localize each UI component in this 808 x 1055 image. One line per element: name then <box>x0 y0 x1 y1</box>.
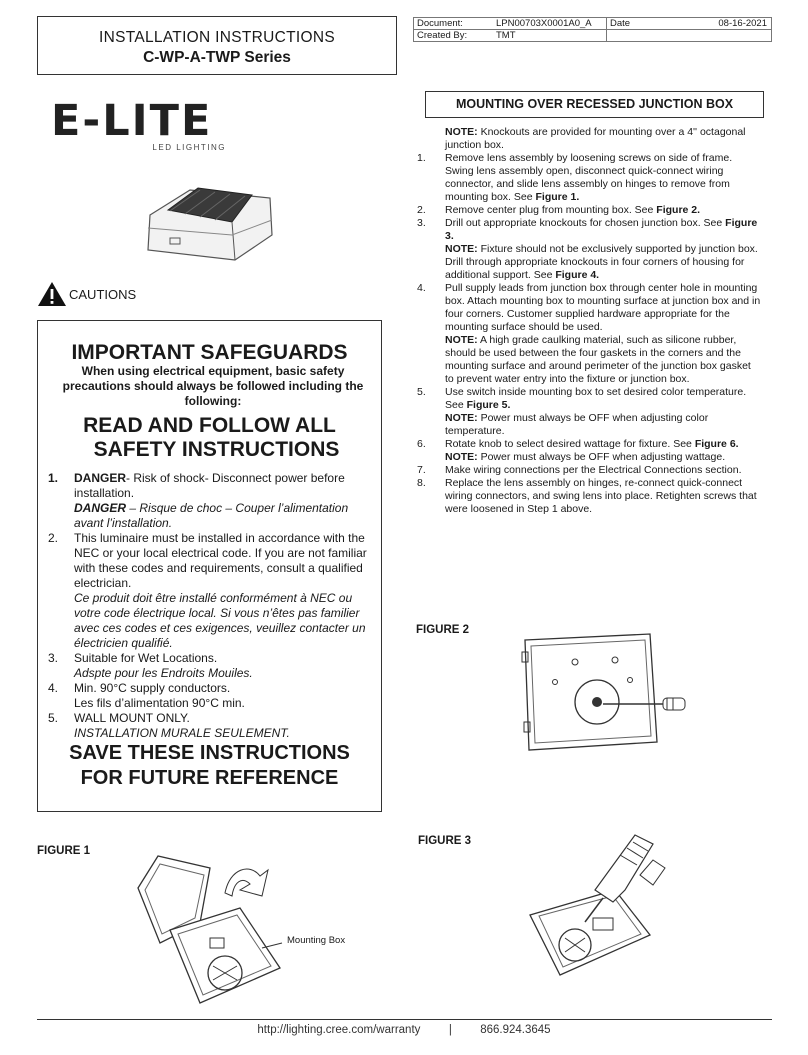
mounting-steps <box>417 126 762 516</box>
item-text-fr: INSTALLATION MURALE SEULEMENT. <box>74 726 290 740</box>
note-text: Power must always be OFF when adjusting color temperature. <box>445 412 709 437</box>
brand-name: E-LITE <box>51 96 213 146</box>
item-text-fr: Ce produit doit être installé conformément à NEC ou votre code électrique local. Si vous n’êtes pas familier avec ces codes et ces exigences, veuillez contacter un électricien qualifié. <box>74 591 366 650</box>
read-follow-line2: SAFETY INSTRUCTIONS <box>93 438 340 461</box>
item-number: 3. <box>48 651 59 665</box>
step-text: Remove center plug from mounting box. See <box>445 204 657 216</box>
list-item <box>417 438 762 464</box>
save-instructions-heading <box>38 741 381 791</box>
step-number: 2. <box>417 204 426 216</box>
step-number: 8. <box>417 477 426 489</box>
step-text: Drill out appropriate knockouts for chosen junction box. See <box>445 217 726 229</box>
list-item <box>48 711 373 741</box>
list-item <box>417 126 762 152</box>
item-text: WALL MOUNT ONLY. <box>74 711 190 725</box>
safeguards-intro: When using electrical equipment, basic safety precautions should always be followed including the following: <box>62 364 364 408</box>
item-number: 1. <box>48 471 59 485</box>
step-text: Rotate knob to select desired wattage for fixture. See <box>445 438 695 450</box>
step-number: 4. <box>417 282 426 294</box>
cautions-heading <box>37 281 136 307</box>
list-item <box>417 217 762 282</box>
step-number: 3. <box>417 217 426 229</box>
doc-label: Document: <box>417 18 463 29</box>
note-label: NOTE: <box>445 412 478 424</box>
note-label: NOTE: <box>445 126 478 138</box>
footer-separator: | <box>448 1024 452 1036</box>
item-text: This luminaire must be installed in accordance with the NEC or your local electrical code. If you are not familiar with these codes and requirements, consult a qualified electrician. <box>74 531 367 590</box>
important-safeguards-box <box>37 320 382 812</box>
danger-label: DANGER <box>74 471 127 485</box>
safeguards-title: IMPORTANT SAFEGUARDS <box>71 341 348 364</box>
cautions-label: CAUTIONS <box>69 286 137 302</box>
figure-ref: Figure 1. <box>535 191 580 203</box>
note-text: Knockouts are provided for mounting over a 4'' octagonal junction box. <box>445 126 746 151</box>
item-text-fr: – Risque de choc – Couper l’alimentation avant l’installation. <box>74 501 349 530</box>
safeguards-list <box>48 471 373 741</box>
step-text: Replace the lens assembly on hinges, re-connect quick-connect wiring connectors, and swing lens into place. Retighten screws that were loosened in Step 1 above. <box>445 477 757 515</box>
item-text-fr: Adspte pour les Endroits Mouiles. <box>74 666 253 680</box>
note-text: A high grade caulking material, such as silicone rubber, should be used between the four gaskets in the corners and the mounting surface and around perimeter of the junction box gasket to prevent water entry into the fixture or junction box. <box>445 334 751 385</box>
created-label: Created By: <box>417 30 468 41</box>
phone-number: 866.924.3645 <box>480 1024 551 1036</box>
footer <box>0 1024 808 1036</box>
step-text: Pull supply leads from junction box through center hole in mounting box. Attach mounting box to mounting surface at junction box and in four corners. Customer supplied hardware appropriate for the mounting surface should be used. <box>445 282 761 333</box>
item-number: 5. <box>48 711 59 725</box>
note-label: NOTE: <box>445 334 478 346</box>
figure-ref: Figure 4. <box>555 269 600 281</box>
list-item <box>48 681 373 711</box>
warning-icon <box>37 281 67 307</box>
step-number: 1. <box>417 152 426 164</box>
figure-1-illustration <box>130 848 290 1013</box>
figure-ref: Figure 6. <box>694 438 739 450</box>
step-number: 5. <box>417 386 426 398</box>
meta-empty-cell <box>606 30 690 41</box>
note-label: NOTE: <box>445 451 478 463</box>
warranty-link[interactable]: http://lighting.cree.com/warranty <box>257 1024 421 1036</box>
mounting-box-callout: Mounting Box <box>287 935 346 946</box>
list-item <box>417 204 762 217</box>
danger-label-fr: DANGER <box>74 501 127 515</box>
mounting-heading: MOUNTING OVER RECESSED JUNCTION BOX <box>425 91 764 118</box>
footer-divider <box>37 1019 772 1020</box>
item-text-fr: Les fils d’alimentation 90°C min. <box>74 696 245 710</box>
item-text: - Risk of shock- Disconnect power before installation. <box>74 471 345 500</box>
list-item <box>48 471 373 531</box>
item-text: Min. 90°C supply conductors. <box>74 681 231 695</box>
figure-ref: Figure 5. <box>466 399 511 411</box>
brand-tagline: LED LIGHTING <box>152 143 226 152</box>
save-line2: FOR FUTURE REFERENCE <box>80 767 339 789</box>
brand-logo <box>51 96 226 152</box>
document-meta-table <box>413 17 772 42</box>
list-item <box>417 282 762 386</box>
doc-title: INSTALLATION INSTRUCTIONS <box>98 29 335 46</box>
item-text: Suitable for Wet Locations. <box>74 651 218 665</box>
save-line1: SAVE THESE INSTRUCTIONS <box>69 742 350 764</box>
series-title: C-WP-A-TWP Series <box>143 49 291 66</box>
item-number: 4. <box>48 681 59 695</box>
step-text: Make wiring connections per the Electrical Connections section. <box>445 464 742 476</box>
step-text: Use switch inside mounting box to set desired color temperature. See <box>445 386 747 411</box>
list-item <box>417 152 762 204</box>
figure-ref: Figure 2. <box>656 204 701 216</box>
doc-value: LPN00703X0001A0_A <box>496 18 592 29</box>
note-label: NOTE: <box>445 243 478 255</box>
item-number: 2. <box>48 531 59 545</box>
step-number: 6. <box>417 438 426 450</box>
date-label: Date <box>606 18 690 29</box>
figure-1-label: FIGURE 1 <box>37 845 91 857</box>
figure-2-label: FIGURE 2 <box>416 624 470 636</box>
figure-3-label: FIGURE 3 <box>418 835 472 847</box>
figure-ref: Figure 3. <box>445 217 758 242</box>
title-box <box>37 16 397 75</box>
read-follow-line1: READ AND FOLLOW ALL <box>83 414 336 437</box>
list-item <box>48 531 373 651</box>
list-item <box>417 477 762 516</box>
step-number: 7. <box>417 464 426 476</box>
list-item <box>417 386 762 438</box>
meta-empty-cell <box>690 30 771 41</box>
date-value: 08-16-2021 <box>718 18 767 29</box>
figure-3-illustration <box>525 830 675 990</box>
list-item <box>48 651 373 681</box>
wall-pack-fixture-illustration <box>140 180 280 265</box>
figure-2-illustration <box>515 632 690 757</box>
created-value: TMT <box>496 30 516 41</box>
note-text: Power must always be OFF when adjusting wattage. <box>477 451 726 463</box>
list-item <box>417 464 762 477</box>
read-follow-heading <box>38 414 381 462</box>
step-text: Remove lens assembly by loosening screws on side of frame. Swing lens assembly open, disconnect quick-connect wiring connector, and slide lens assembly on hinges to remove from mounting box. See <box>445 152 733 203</box>
note-text: Fixture should not be exclusively supported by junction box. Drill through appropriate knockouts in four corners of housing for additional support. See <box>445 243 758 281</box>
